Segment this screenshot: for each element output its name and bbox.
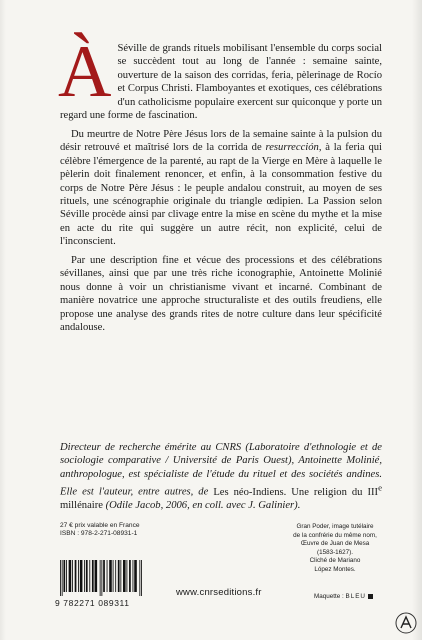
- paragraph-3: Par une description fine et vécue des processions et des célébrations sévillanes, ainsi que par une très riche iconographie, Antoinette Molinié nous donne à voir un christianisme vivant et incarné. Combinant de manière novatrice une approche structuraliste et des outils freudiens, elle propose une analyse des grands rites de notre culture dans leur spécificité andalouse.: [60, 254, 382, 334]
- credits-line: Cliché de Mariano: [309, 557, 361, 564]
- bio-part-2: Les néo-Indiens. Une religion du III: [213, 486, 379, 498]
- square-icon: [368, 594, 373, 599]
- bio-superscript: e: [378, 482, 382, 493]
- seal-stamp-icon: [395, 612, 417, 634]
- bio-part-4: (Odile Jacob, 2006, en coll. avec J. Galinier).: [102, 500, 301, 512]
- summary-text: [58, 31, 382, 340]
- design-credit: [314, 593, 373, 600]
- bio-part-3: millénaire: [60, 500, 103, 512]
- drop-cap: À: [58, 31, 112, 113]
- price-line: 27 € prix valable en France: [60, 522, 140, 529]
- design-credit-label: Maquette :: [314, 593, 346, 600]
- paragraph-2-text-a: Du meurtre de Notre Père Jésus lors de la semaine sainte à la pulsion du désir retrouvé et maîtrisé lors de la corrida de: [60, 128, 382, 154]
- paragraph-2: [60, 128, 382, 249]
- credits-line: (1583-1627).: [316, 548, 354, 556]
- author-bio: [60, 441, 382, 513]
- credits-line: de la confrérie du même nom,: [293, 531, 377, 539]
- credits-line: Œuvre de Juan de Mesa: [300, 540, 370, 547]
- barcode-digits: 9 782271 089311: [55, 598, 130, 608]
- credits-line: Gran Poder, image tutélaire: [296, 523, 374, 530]
- credits-line: López Montes.: [314, 565, 356, 573]
- paragraph-2-text-b: , à la feria qui célèbre l'émergence de la parenté, au rapt de la Vierge en Mère à laquelle le pèlerin doit finalement renoncer, et enfin, à la consommation festive du corps de Notre Père Jésus : le peuple andalou construit, au moyen de ses rituels, une scénographie originale du triangle œdipien. La Passion selon Séville procède ainsi par clivage entre la mise en scène du mythe et la mise en acte du rite qui suggère un autre récit, non explicité, celui de l'inconscient.: [60, 142, 382, 248]
- isbn-line: ISBN : 978-2-271-08931-1: [60, 530, 138, 538]
- paragraph-2-italic: resurrección: [265, 142, 319, 154]
- image-credits: [290, 523, 380, 574]
- barcode: [60, 560, 142, 596]
- design-credit-name: BLEU: [345, 593, 366, 600]
- price-isbn: [60, 522, 140, 539]
- paragraph-1-text: Séville de grands rituels mobilisant l'ensemble du corps social se succèdent tout au long de l'année : semaine sainte, ouverture de la saison des corridas, feria, pèlerinage de Rocío et Corpus Christi. Flamboyantes et exotiques, ces célébrations d'un catholicisme populaire exercent sur quiconque y porte un regard une forme de fascination.: [60, 43, 382, 122]
- bio-part-1: Directeur de recherche émérite au CNRS (Laboratoire d'ethnologie et de sociologie comparative / Université de Paris Ouest), Antoinette Molinié, anthropologue, est spécialiste de l'étude du rituel et des sociétés andines. Elle est l'auteur, entre autres, de: [60, 442, 382, 498]
- paragraph-1: [58, 31, 382, 123]
- publisher-website[interactable]: www.cnrseditions.fr: [176, 587, 262, 598]
